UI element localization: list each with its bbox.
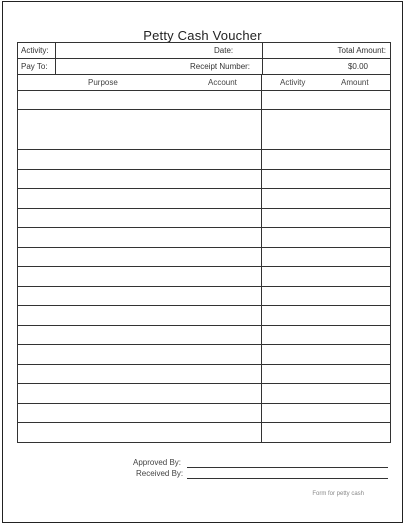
header-row-payto	[17, 59, 391, 75]
activity-label: Activity:	[21, 46, 49, 55]
column-header-amount: Amount	[341, 78, 369, 87]
table-row	[18, 149, 390, 150]
table-row	[18, 266, 390, 267]
divider	[262, 43, 263, 58]
table-row	[18, 208, 390, 209]
divider	[262, 59, 263, 74]
column-header-purpose: Purpose	[88, 78, 118, 87]
table-row	[18, 90, 390, 91]
receipt-number-label: Receipt Number:	[190, 62, 251, 71]
page-title: Petty Cash Voucher	[143, 28, 262, 43]
table-row	[18, 169, 390, 170]
table-row	[18, 383, 390, 384]
pay-to-label: Pay To:	[21, 62, 48, 71]
received-by-line[interactable]	[187, 469, 388, 479]
table-row	[18, 305, 390, 306]
header-row-activity	[17, 42, 391, 59]
total-value: $0.00	[347, 62, 368, 71]
footer-text: Form for petty cash	[312, 491, 364, 497]
voucher-page	[2, 1, 403, 523]
table-row	[18, 286, 390, 287]
table-row	[18, 188, 390, 189]
table-row	[18, 422, 390, 423]
table-row	[18, 325, 390, 326]
table-row	[18, 364, 390, 365]
column-header-activity: Activity	[280, 78, 306, 87]
total-amount-label: Total Amount:	[337, 46, 386, 55]
column-header-account: Account	[208, 78, 237, 87]
approved-by-label: Approved By:	[133, 458, 182, 467]
table-row	[18, 403, 390, 404]
table-row	[18, 247, 390, 248]
received-by-label: Received By:	[136, 469, 184, 478]
expense-table	[17, 74, 391, 443]
date-label: Date:	[214, 46, 234, 55]
table-row	[18, 227, 390, 228]
approved-by-line[interactable]	[187, 458, 388, 468]
table-row	[18, 344, 390, 345]
column-divider	[261, 75, 262, 442]
table-row	[18, 109, 390, 110]
